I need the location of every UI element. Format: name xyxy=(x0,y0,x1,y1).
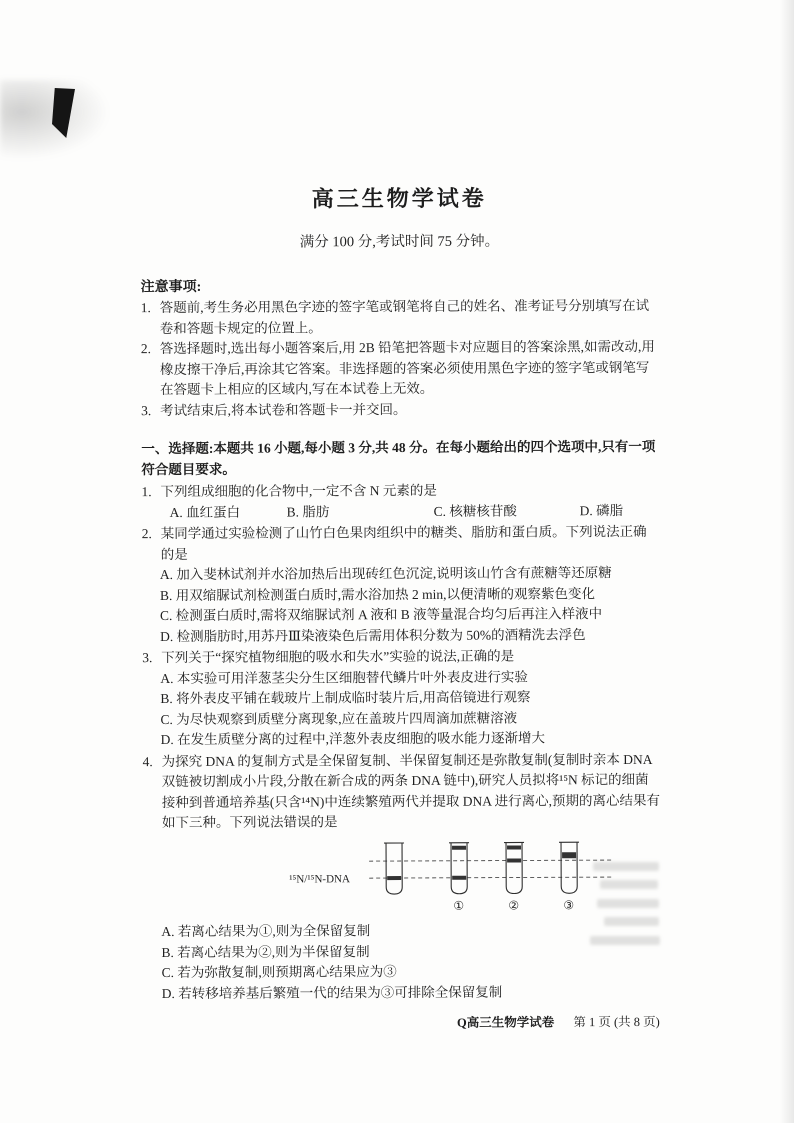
page-title: 高三生物学试卷 xyxy=(311,185,487,212)
exam-subtitle: 满分 100 分,考试时间 75 分钟。 xyxy=(299,233,500,251)
notes-header: 注意事项: xyxy=(140,279,202,296)
question-stem: 下列组成细胞的化合物中,一定不含 N 元素的是 xyxy=(160,482,437,500)
option-d: D. 在发生质壁分离的过程中,洋葱外表皮细胞的吸水能力逐渐增大 xyxy=(160,730,545,748)
option-a: A. 血红蛋白 xyxy=(169,504,241,520)
option-d: D. 检测脂肪时,用苏丹Ⅲ染液染色后需用体积分数为 50%的酒精洗去浮色 xyxy=(160,626,586,644)
result-tube-1-icon xyxy=(449,842,469,893)
tube-3-label: ③ xyxy=(563,897,575,912)
option-b: B. 用双缩脲试剂检测蛋白质时,需水浴加热 2 min,以便清晰的观察紫色变化 xyxy=(159,585,595,603)
option-a: A. 本实验可用洋葱茎尖分生区细胞替代鳞片叶外表皮进行实验 xyxy=(160,668,528,686)
question-number: 2. xyxy=(141,526,152,542)
option-c: C. 为尽快观察到质壁分离现象,应在盖玻片四周滴加蔗糖溶液 xyxy=(160,709,518,727)
note-number: 3. xyxy=(141,402,152,418)
footer-brand: Q高三生物学试卷 xyxy=(456,1015,555,1030)
reference-tube-icon xyxy=(384,842,404,893)
option-c: C. 若为弥散复制,则预期离心结果应为③ xyxy=(161,964,397,981)
question-1 xyxy=(141,480,659,523)
result-tube-2-icon xyxy=(504,842,524,893)
density-dash-line xyxy=(369,860,611,861)
tube-1-label: ① xyxy=(453,898,465,913)
question-number: 3. xyxy=(142,650,153,666)
note-text: 答题前,考生务必用黑色字迹的签字笔或钢笔将自己的姓名、准考证号分别填写在试卷和答题卡规定的位置上。 xyxy=(159,297,650,336)
question-4 xyxy=(143,749,662,1004)
tube-2-label: ② xyxy=(508,897,520,913)
note-item xyxy=(141,337,659,401)
note-number: 2. xyxy=(140,341,152,357)
question-stem: 为探究 DNA 的复制方式是全保留复制、半保留复制还是弥散复制(复制时亲本 DNA 双链被切割成小片段,分散在新合成的两条 DNA 链中),研究人员拟将¹⁵N 标记的细菌接种到普通培养基(只含¹⁴N)中连续繁殖两代并提取 DNA 进行离心,预期的离心结果有如下三种。下列说法错误的是 xyxy=(161,751,660,831)
section-1-header: 一、选择题:本题共 16 小题,每小题 3 分,共 48 分。在每小题给出的四个选项中,只有一项符合题目要求。 xyxy=(141,438,656,477)
dna-band-label: ¹⁵N/¹⁵N-DNA xyxy=(289,872,350,885)
note-item xyxy=(141,296,659,339)
question-2 xyxy=(142,522,661,647)
option-b: B. 将外表皮平铺在载玻片上制成临时装片后,用高倍镜进行观察 xyxy=(160,689,531,707)
question-number: 4. xyxy=(142,753,153,769)
option-d: D. 若转移培养基后繁殖一代的结果为③可排除全保留复制 xyxy=(161,984,503,1001)
option-b: B. 若离心结果为②,则为半保留复制 xyxy=(161,943,370,960)
option-c: C. 核糖核苷酸 xyxy=(433,502,517,519)
option-a: A. 加入斐林试剂并水浴加热后出现砖红色沉淀,说明该山竹含有蔗糖等还原糖 xyxy=(159,565,612,583)
exam-paper xyxy=(140,183,662,1035)
question-stem: 下列关于“探究植物细胞的吸水和失水”实验的说法,正确的是 xyxy=(161,648,515,666)
result-tube-3-icon xyxy=(559,842,579,893)
option-c: C. 检测蛋白质时,需将双缩脲试剂 A 液和 B 液等量混合均匀后再注入样液中 xyxy=(159,606,603,624)
density-dash-line xyxy=(369,877,611,878)
note-text: 考试结束后,将本试卷和答题卡一并交回。 xyxy=(160,401,407,418)
question-stem: 某同学通过实验检测了山竹白色果肉组织中的糖类、脂肪和蛋白质。下列说法正确的是 xyxy=(160,523,647,562)
option-b: B. 脂肪 xyxy=(286,503,330,519)
notes-section xyxy=(141,275,660,421)
note-item xyxy=(141,398,659,421)
note-text: 答选择题时,选出每小题答案后,用 2B 铅笔把答题卡对应题目的答案涂黑,如需改动,用橡皮擦干净后,再涂其它答案。非选择题的答案必须使用黑色字迹的签字笔或钢笔写在答题卡上相应的区域内,写在本试卷上无效。 xyxy=(159,338,655,398)
option-d: D. 磷脂 xyxy=(579,502,624,518)
centrifuge-diagram xyxy=(289,835,661,919)
question-3 xyxy=(142,646,660,751)
page-number: 第 1 页 (共 8 页) xyxy=(573,1014,660,1030)
option-a: A. 若离心结果为①,则为全保留复制 xyxy=(161,923,371,940)
page-footer xyxy=(144,1012,662,1035)
note-number: 1. xyxy=(140,300,151,316)
question-number: 1. xyxy=(141,484,152,500)
question-1-options xyxy=(142,500,660,523)
page-edge-shadow xyxy=(780,0,794,1123)
